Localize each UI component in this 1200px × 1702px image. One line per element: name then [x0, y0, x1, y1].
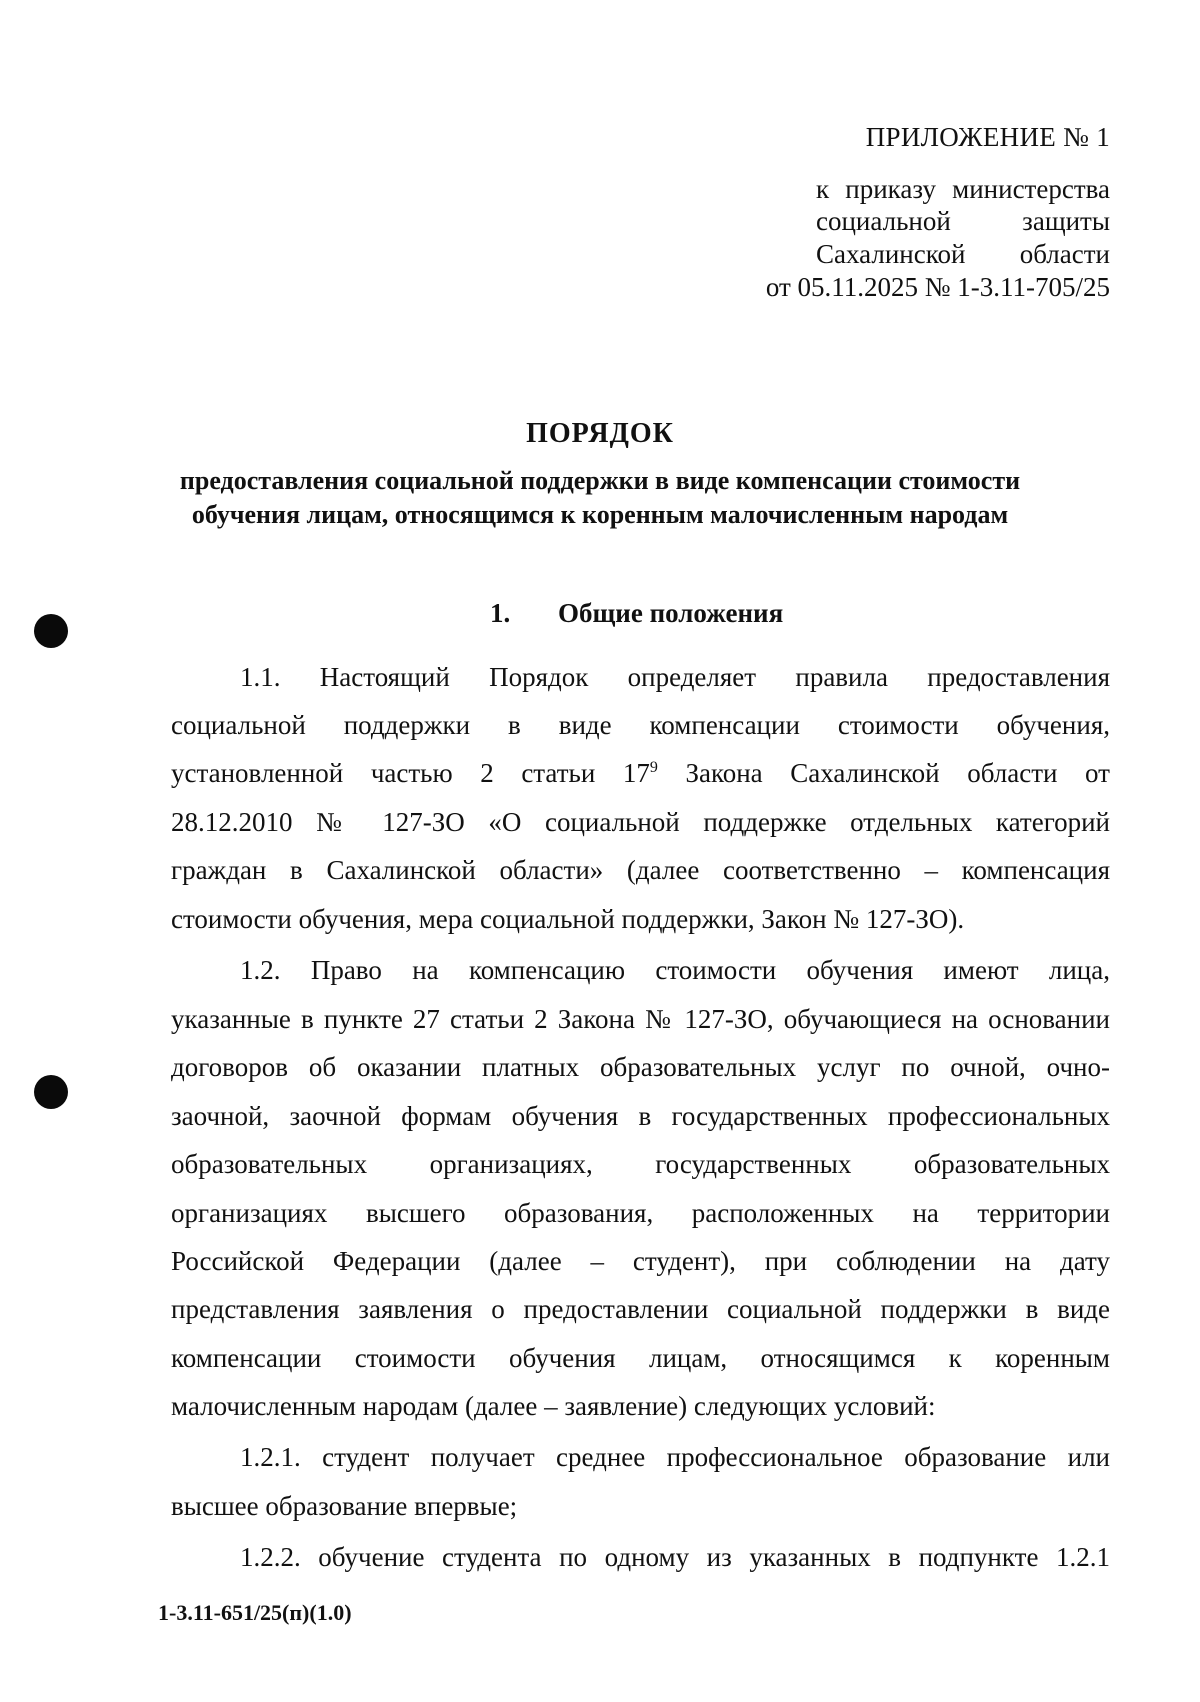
paragraph-line: договоров об оказании платных образовательных услуг по очной, очно- — [171, 1052, 1110, 1082]
paragraph-line: 1.2. Право на компенсацию стоимости обучения имеют лица, — [240, 955, 1110, 985]
paragraph-line: 28.12.2010 № 127-ЗО «О социальной поддержке отдельных категорий — [171, 807, 1110, 837]
document-title: ПОРЯДОК — [526, 418, 674, 449]
punch-hole-top — [34, 614, 68, 648]
paragraph-line: социальной поддержки в виде компенсации стоимости обучения, — [171, 710, 1110, 740]
section-number: 1. — [490, 598, 511, 628]
paragraph-line: образовательных организациях, государственных образовательных — [171, 1149, 1110, 1179]
document-subtitle-line: обучения лицам, относящимся к коренным малочисленным народам — [191, 500, 1009, 529]
paragraph-text: Закона Сахалинской области от — [657, 758, 1110, 788]
paragraph-line: 1.1. Настоящий Порядок определяет правила предоставления — [240, 662, 1110, 692]
paragraph-line: 1.2.2. обучение студента по одному из указанных в подпункте 1.2.1 — [240, 1542, 1110, 1572]
punch-hole-bottom — [34, 1075, 68, 1109]
paragraph-line: малочисленным народам (далее – заявление) следующих условий: — [171, 1391, 936, 1421]
appendix-line: Сахалинской области — [816, 239, 1110, 269]
document-subtitle-line: предоставления социальной поддержки в виде компенсации стоимости — [179, 466, 1021, 495]
document-code: 1-3.11-651/25(п)(1.0) — [158, 1600, 352, 1625]
superscript: 9 — [649, 759, 658, 776]
paragraph-text: установленной частью 2 статьи 17 — [171, 758, 650, 788]
paragraph-line: организациях высшего образования, расположенных на территории — [171, 1198, 1110, 1228]
appendix-line: социальной защиты — [816, 206, 1110, 236]
appendix-order-reference: от 05.11.2025 № 1-3.11-705/25 — [765, 272, 1110, 302]
section-title: Общие положения — [558, 598, 784, 628]
paragraph-line: высшее образование впервые; — [171, 1491, 518, 1521]
appendix-title: ПРИЛОЖЕНИЕ № 1 — [865, 122, 1110, 152]
paragraph-line: представления заявления о предоставлении социальной поддержки в виде — [171, 1294, 1110, 1324]
paragraph-line: Российской Федерации (далее – студент), при соблюдении на дату — [171, 1246, 1110, 1276]
paragraph-line: стоимости обучения, мера социальной поддержки, Закон № 127-ЗО). — [171, 904, 965, 934]
appendix-line: к приказу министерства — [816, 174, 1110, 204]
paragraph-line — [171, 756, 1110, 790]
paragraph-line: 1.2.1. студент получает среднее профессиональное образование или — [240, 1442, 1110, 1472]
paragraph-line: граждан в Сахалинской области» (далее соответственно – компенсация — [171, 855, 1110, 885]
paragraph-line: заочной, заочной формам обучения в государственных профессиональных — [171, 1101, 1110, 1131]
paragraph-line: указанные в пункте 27 статьи 2 Закона № 127-ЗО, обучающиеся на основании — [171, 1004, 1110, 1034]
paragraph-line: компенсации стоимости обучения лицам, относящимся к коренным — [171, 1343, 1110, 1373]
section-heading — [490, 598, 783, 629]
